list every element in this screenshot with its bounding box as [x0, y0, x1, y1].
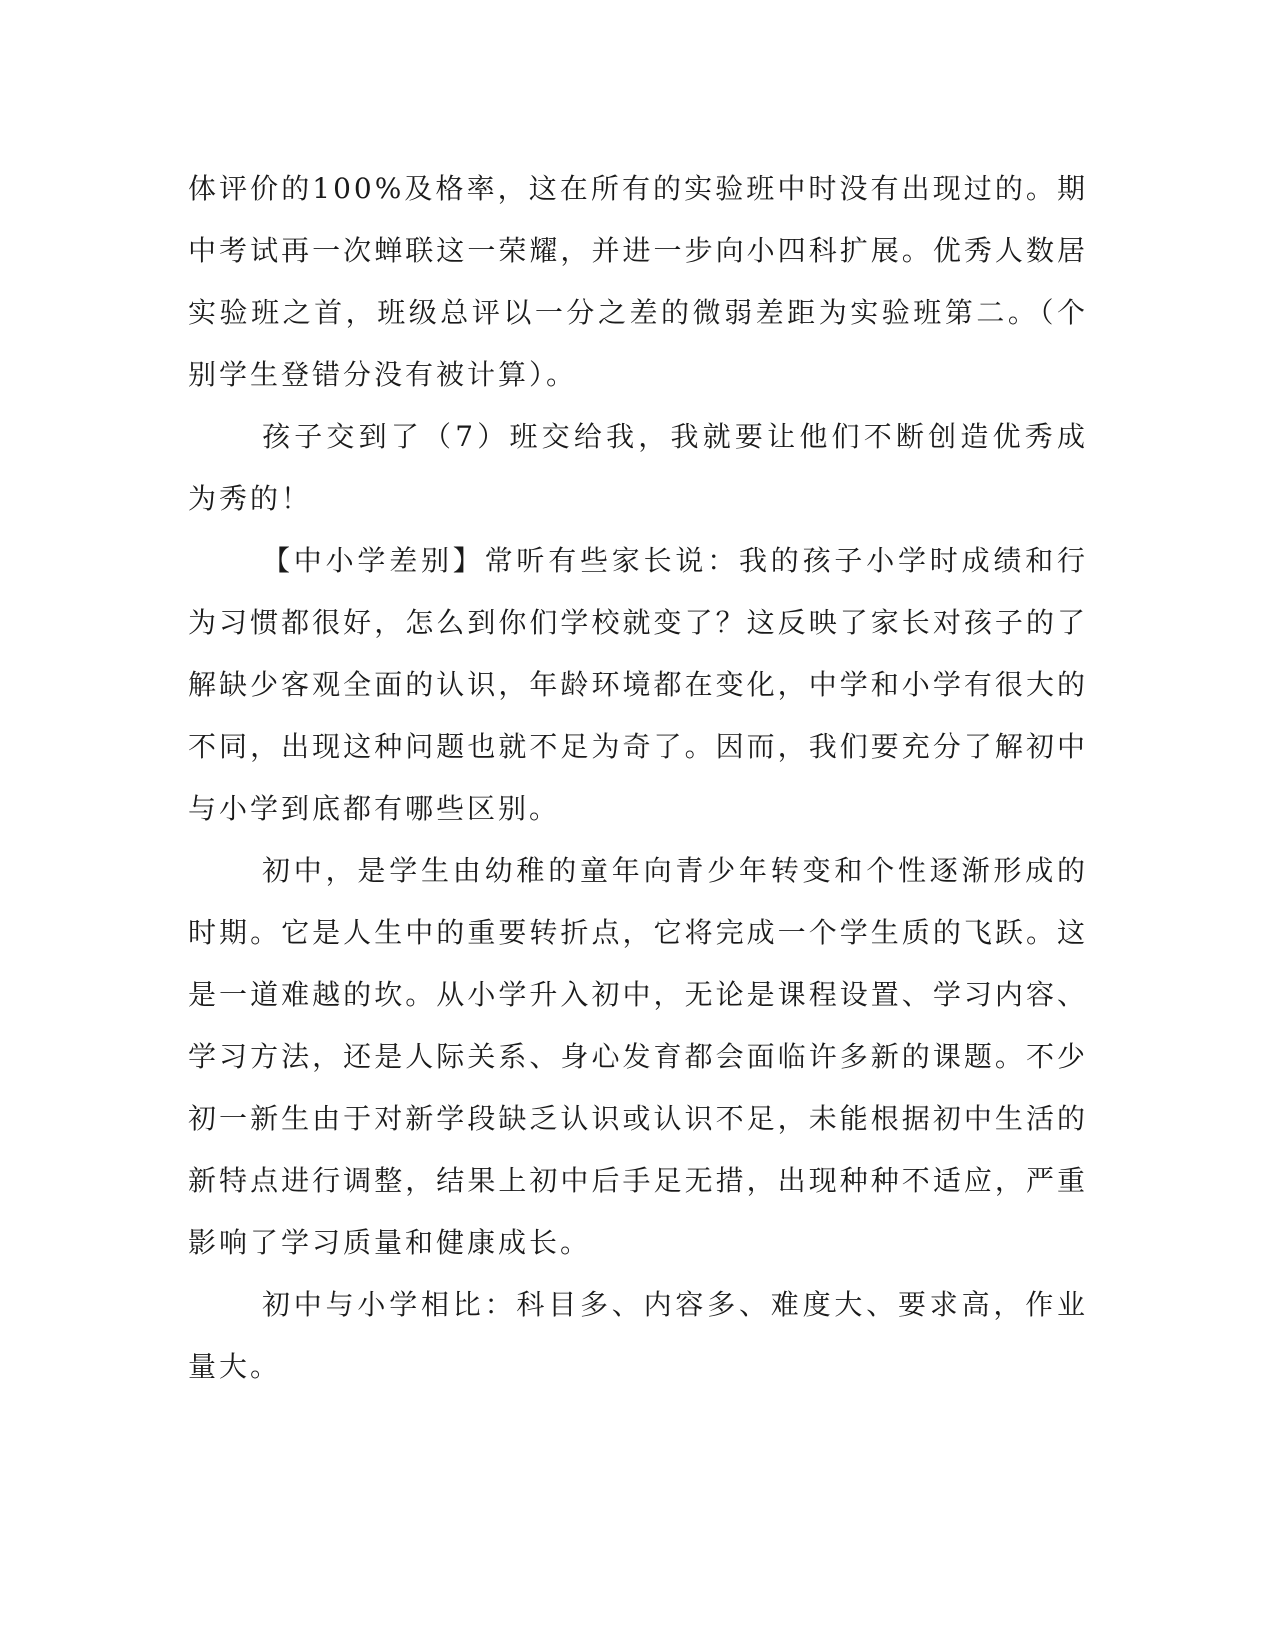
- paragraph-2: 孩子交到了（7）班交给我，我就要让他们不断创造优秀成为秀的！: [188, 420, 1088, 515]
- paragraph-3: 【中小学差别】常听有些家长说：我的孩子小学时成绩和行为习惯都很好，怎么到你们学校就变了？这反映了家长对孩子的了解缺少客观全面的认识，年龄环境都在变化，中学和小学有很大的不同，出现这种问题也就不足为奇了。因而，我们要充分了解初中与小学到底都有哪些区别。: [188, 544, 1088, 825]
- paragraph-5: 初中与小学相比：科目多、内容多、难度大、要求高，作业量大。: [188, 1288, 1088, 1383]
- document-body: [188, 158, 1088, 1398]
- paragraph-4: 初中，是学生由幼稚的童年向青少年转变和个性逐渐形成的时期。它是人生中的重要转折点，它将完成一个学生质的飞跃。这是一道难越的坎。从小学升入初中，无论是课程设置、学习内容、学习方法，还是人际关系、身心发育都会面临许多新的课题。不少初一新生由于对新学段缺乏认识或认识不足，未能根据初中生活的新特点进行调整，结果上初中后手足无措，出现种种不适应，严重影响了学习质量和健康成长。: [188, 854, 1088, 1259]
- paragraph-1: 体评价的100%及格率，这在所有的实验班中时没有出现过的。期中考试再一次蝉联这一荣耀，并进一步向小四科扩展。优秀人数居实验班之首，班级总评以一分之差的微弱差距为实验班第二。（个别学生登错分没有被计算）。: [188, 172, 1088, 391]
